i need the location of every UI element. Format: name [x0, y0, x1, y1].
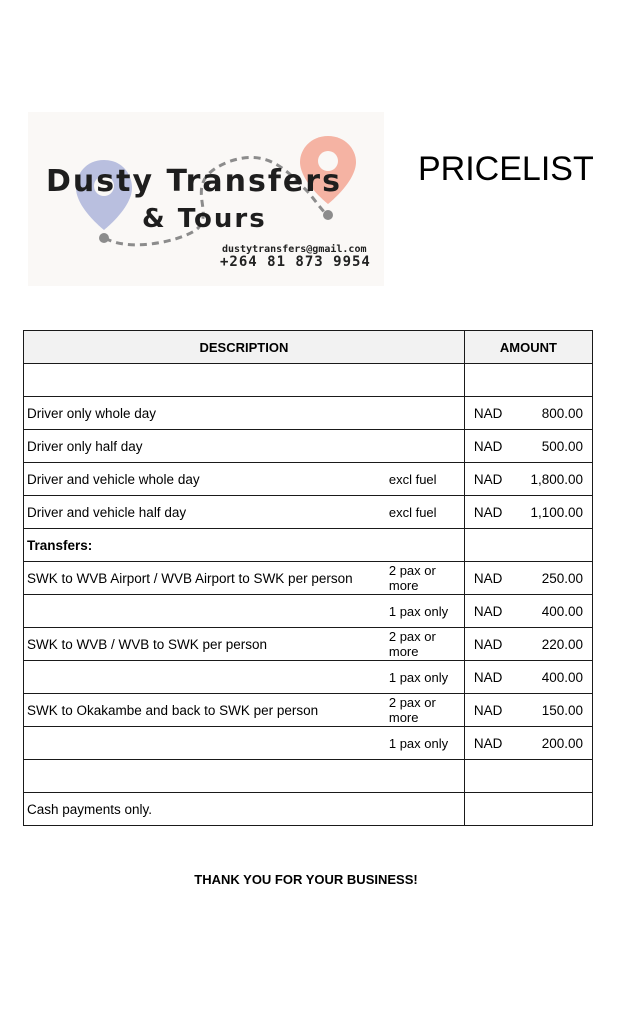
table-row	[24, 661, 593, 694]
table-row	[24, 463, 593, 496]
description-cell	[24, 364, 465, 397]
route-end-dot	[323, 210, 333, 220]
description-cell	[24, 694, 465, 727]
description-cell	[24, 496, 465, 529]
brand-phone: +264 81 873 9954	[220, 254, 371, 270]
amount-cell	[464, 430, 592, 463]
description-cell	[24, 397, 465, 430]
table-row	[24, 628, 593, 661]
description-cell	[24, 529, 465, 562]
row-note: 1 pax only	[388, 669, 449, 685]
amount-cell	[464, 463, 592, 496]
brand-name: Dusty Transfers	[46, 164, 342, 199]
table-row	[24, 562, 593, 595]
table-row	[24, 496, 593, 529]
amount-cell	[464, 562, 592, 595]
row-amount: 400.00	[541, 669, 583, 685]
row-note: excl fuel	[388, 471, 437, 487]
table-row	[24, 430, 593, 463]
row-note: excl fuel	[388, 504, 437, 520]
company-logo	[28, 112, 384, 286]
row-amount: 220.00	[541, 636, 583, 652]
description-cell	[24, 661, 465, 694]
row-description: Driver and vehicle half day	[27, 504, 187, 520]
row-currency: NAD	[473, 702, 503, 718]
row-description: Transfers:	[27, 537, 93, 553]
table-row	[24, 760, 593, 793]
amount-cell	[464, 628, 592, 661]
brand-email: dustytransfers@gmail.com	[222, 244, 367, 255]
amount-cell	[464, 793, 592, 826]
row-amount: 1,800.00	[530, 471, 583, 487]
row-currency: NAD	[473, 735, 503, 751]
row-description: SWK to WVB Airport / WVB Airport to SWK per person	[27, 570, 353, 586]
amount-cell	[464, 727, 592, 760]
row-amount: 800.00	[541, 405, 583, 421]
table-row	[24, 397, 593, 430]
route-start-dot	[99, 233, 109, 243]
description-cell	[24, 628, 465, 661]
table-header-row	[24, 331, 593, 364]
row-amount: 150.00	[541, 702, 583, 718]
amount-cell	[464, 595, 592, 628]
amount-cell	[464, 364, 592, 397]
table-row	[24, 727, 593, 760]
description-cell	[24, 430, 465, 463]
row-description: SWK to Okakambe and back to SWK per person	[27, 702, 319, 718]
description-cell	[24, 727, 465, 760]
description-cell	[24, 562, 465, 595]
row-currency: NAD	[473, 570, 503, 586]
row-amount: 400.00	[541, 603, 583, 619]
brand-subname: & Tours	[142, 204, 267, 234]
row-currency: NAD	[473, 636, 503, 652]
table-row	[24, 364, 593, 397]
description-cell	[24, 463, 465, 496]
header-description: DESCRIPTION	[24, 331, 465, 364]
page-title: PRICELIST	[418, 150, 594, 188]
row-currency: NAD	[473, 669, 503, 685]
amount-cell	[464, 694, 592, 727]
row-currency: NAD	[473, 438, 503, 454]
row-description: Driver only whole day	[27, 405, 157, 421]
row-description: SWK to WVB / WVB to SWK per person	[27, 636, 268, 652]
thank-you-note: THANK YOU FOR YOUR BUSINESS!	[194, 872, 418, 887]
row-amount: 250.00	[541, 570, 583, 586]
row-currency: NAD	[473, 405, 503, 421]
description-cell	[24, 595, 465, 628]
amount-cell	[464, 397, 592, 430]
amount-cell	[464, 529, 592, 562]
table-row	[24, 595, 593, 628]
table-row	[24, 529, 593, 562]
table-row	[24, 694, 593, 727]
row-amount: 1,100.00	[530, 504, 583, 520]
amount-cell	[464, 496, 592, 529]
amount-cell	[464, 760, 592, 793]
header-amount: AMOUNT	[464, 331, 592, 364]
row-currency: NAD	[473, 504, 503, 520]
row-note: 1 pax only	[388, 603, 449, 619]
amount-cell	[464, 661, 592, 694]
price-table	[23, 330, 593, 826]
description-cell	[24, 793, 465, 826]
row-currency: NAD	[473, 471, 503, 487]
row-currency: NAD	[473, 603, 503, 619]
row-description: Driver and vehicle whole day	[27, 471, 200, 487]
row-amount: 500.00	[541, 438, 583, 454]
row-note: 2 pax or more	[388, 563, 436, 593]
row-note: 1 pax only	[388, 735, 449, 751]
row-description: Cash payments only.	[27, 801, 153, 817]
row-note: 2 pax or more	[388, 695, 436, 725]
row-amount: 200.00	[541, 735, 583, 751]
row-description: Driver only half day	[27, 438, 143, 454]
row-note: 2 pax or more	[388, 629, 436, 659]
table-row	[24, 793, 593, 826]
description-cell	[24, 760, 465, 793]
